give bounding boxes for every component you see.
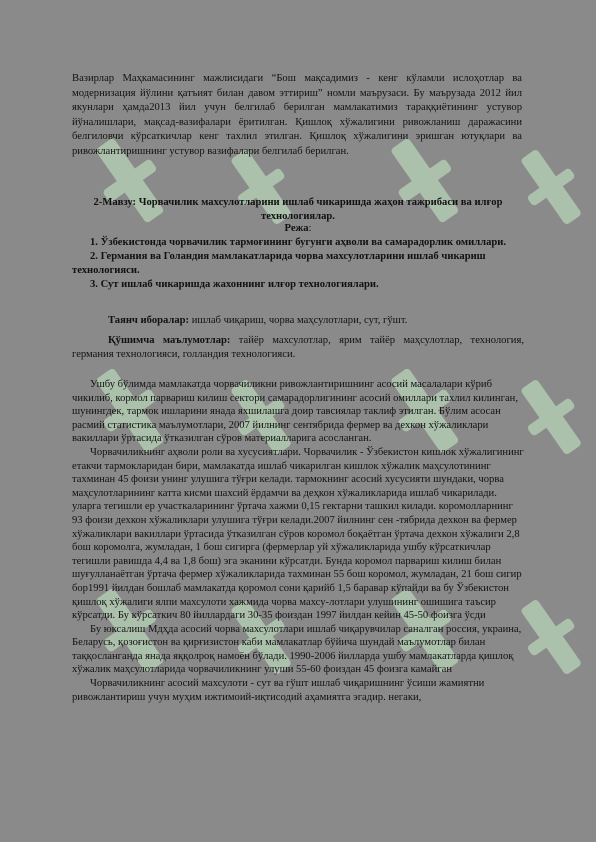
plan-item: 2. Германия ва Голандия мамлакатларида чорва махсулотларини ишлаб чикариш технологияси. (72, 251, 486, 276)
body-paragraph: Бу юксалиш Мдҳда асосий чорва махсулотлари ишлаб чиқарувчилар саналган россия, украина, Беларусь, қозоғистон ва қирғизистон каби мамлакатлар бўйича шундай маълумотлар билан таққосланганда янада яққолроқ намоён бўлади. 1990-2006 йилларда ушбу мамлакатларда қишлоқ хўжалик маҳсулотларида чорвачиликнинг улуши 55-60 фоиздан 45 фоизга камайган (72, 623, 522, 676)
plan-item: 3. Сут ишлаб чикаришда жахоннинг илғор технологиялари. (90, 279, 379, 290)
intro-paragraph: Вазирлар Маҳкамасининг мажлисидаги “Бош мақсадимиз - кенг кўламли ислоҳотлар ва модернизация йўлини қатъият билан давом эттириш” номли маърузаси. Бу маърузада 2012 йил якунлари ҳамда2013 йил учун белгилаб берилган мамлакатимиз тараққиётининг устувор йўналишлари, мақсад-вазифалари ёритилган. Қишлоқ хўжалигини ривожланиш даражасини белгиловчи кўрсаткичлар кенг тахлил этилган. Қишлоқ хўжалигини эришган ютуқлари ва ривожлантиришнинг устувор вазифалари белгилаб берилган. (72, 73, 522, 157)
plan-colon: : (308, 223, 312, 234)
keywords-line (72, 314, 524, 328)
keywords-text: ишлаб чиқариш, чорва маҳсулотлари, сут, гўшт. (189, 315, 408, 326)
topic-heading: 2-Мавзу: Чорвачилик махсулотларини ишлаб чикаришда жаҳон тажрибаси ва илғор технологиялар. (93, 197, 503, 222)
plan-label: Режа (284, 223, 309, 234)
plan-item: 1. Ўзбекистонда чорвачилик тармоғининг бугунги аҳволи ва самарадорлик омиллари. (90, 237, 507, 248)
body-paragraph: Ушбу бўлимда мамлакатда чорвачиликни ривожлантиришнинг асосий масалалари кўриб чикилиб, кормол парвариш килиш сектори самарадорлигининг асосий омиллари тахлил килинган, шунингдек, тармок ишларини янада яхшилашга доир тавсиялар таклиф этилган. Бўлим асосан расмий статистика маълумотлари, 2007 йилнинг сентябрида фермер ва дехкон хўжаликлари вакиллари ўртасида ўтказилган сўров материалларига асосланган. (72, 379, 518, 445)
keywords-label: Таянч иборалар: (108, 315, 190, 326)
body-paragraph: Чорвачиликнинг асосий махсулоти - сут ва гўшт ишлаб чиқаришнинг ўсиши жамиятни ривожлантириш учун муҳим ижтимоий-иқтисодий аҳамиятга эгадир. негаки, (72, 678, 485, 703)
extra-info-line (72, 334, 524, 362)
plan-heading (58, 223, 538, 234)
extra-label: Қўшимча маълумотлар: (108, 335, 231, 346)
extra-text: тайёр махсулотлар, ярим тайёр маҳсулотлар, технология, германия технологияси, голландия технологияси. (72, 335, 524, 360)
body-text (72, 378, 526, 704)
body-paragraph: Чорвачиликнинг аҳволи роли ва хусусиятлари. Чорвачилик - Ўзбекистон кишлок хўжалигининг етакчи тармокларидан бири, мамлакатда ишлаб чикарилган кишлок хўжалик маҳсулотининг тахминан 45 фоизи унинг улушига тўғри келади. тармокнинг асосий хусусияти шундаки, чорва маҳсулотларининг катта кисми шахсий ёрдамчи ва деҳкон хўжаликларида ишлаб чикарилади. уларга тегишли ер участкаларининг ўртача хажми 0,15 гектарни ташкил килади. коромолларнинг 93 фоизи дехкон хўжаликлари улушига тўғри келади.2007 йилнинг сен -тябрида дехкон ва фермер хўжаликлари вакиллари ўртасида ўтказилган сўров коромол боқаётган ўртача дехкон хўжалиги 2,8 бош коромолга, жумладан, 1 бош сигирга (фермерлар уй хўжаликларида ушбу кўрсаткичлар тегишли равишда 4,4 ва 1,8 бош) эга эканини кўрсатди. Бунда коромол парвариш килиш билан шуғулланаётган ўртача фермер хўжаликларида тахминан 55 бош коромол, жумладан, 21 бош сигир бор1991 йилдан бошлаб мамлакатда қоромол сони қарийб 1,5 баравар кўпайди ва бу Ўзбекистон қишлоқ хўжалиги ялпи махсулоти хажмида чорва махсу-лотлари улушининг ошишига таъсир кўрсатди. Бу кўрсаткич 80 йиллардаги 30-35 фоиздан 1997 йилдан кейин 45-50 фоизга ўсди (72, 446, 524, 622)
plan-list (72, 236, 524, 292)
